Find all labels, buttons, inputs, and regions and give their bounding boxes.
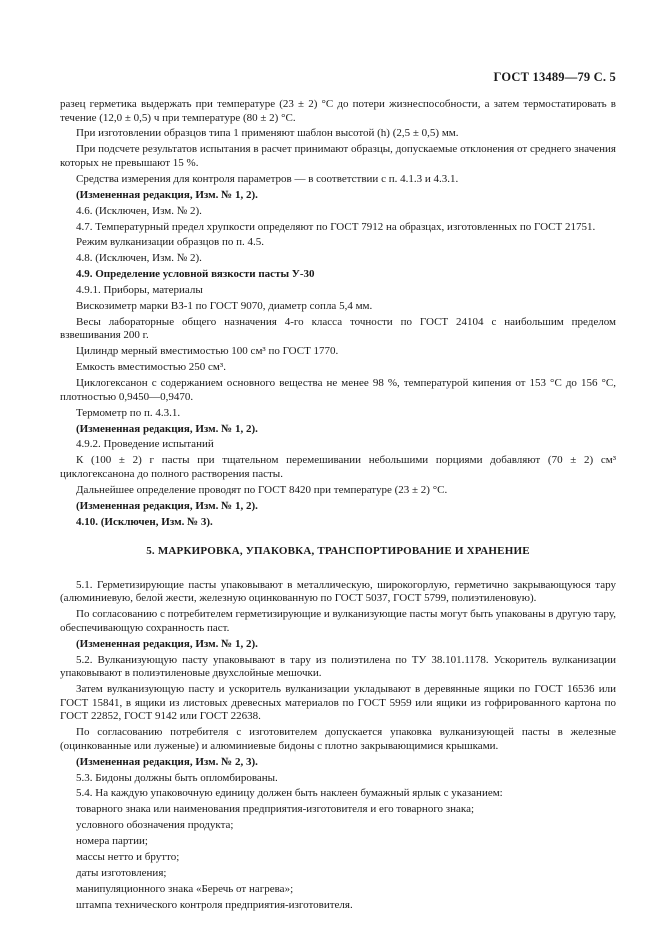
paragraph: товарного знака или наименования предприятия-изготовителя и его товарного знака; [76,803,475,816]
paragraph: 4.10. (Исключен, Изм. № 3). [76,515,213,528]
paragraph: (Измененная редакция, Изм. № 1, 2). [76,422,258,435]
paragraph: Режим вулканизации образцов по п. 4.5. [76,236,265,249]
section-heading: 5. МАРКИРОВКА, УПАКОВКА, ТРАНСПОРТИРОВАНИЕ И ХРАНЕНИЕ [146,545,530,558]
paragraph: номера партии; [76,835,148,848]
paragraph: Термометр по п. 4.3.1. [76,406,181,419]
paragraph: Весы лабораторные общего назначения 4-го класса точности по ГОСТ 24104 с наибольшим пределом взвешивания 200 г. [60,315,616,342]
paragraph: 5.1. Герметизирующие пасты упаковывают в металлическую, широкогорлую, герметично закрывающуюся тару (алюминиевую, белой жести, железную оцинкованную по ГОСТ 5037, ГОСТ 5799, полиэтиленовую). [60,578,616,605]
document-body [60,98,616,915]
paragraph: разец герметика выдержать при температуре (23 ± 2) °С до потери жизнеспособности, а затем термостатировать в течение (12,0 ± 0,5) ч при температуре (80 ± 2) °С. [60,98,616,124]
paragraph: 4.8. (Исключен, Изм. № 2). [76,252,202,265]
paragraph: 5.3. Бидоны должны быть опломбированы. [76,771,278,784]
page-header: ГОСТ 13489—79 С. 5 [493,70,616,84]
paragraph: Вискозиметр марки ВЗ-1 по ГОСТ 9070, диаметр сопла 5,4 мм. [76,299,373,312]
paragraph: массы нетто и брутто; [76,851,180,863]
paragraph: 4.9. Определение условной вязкости пасты У-30 [76,268,315,281]
paragraph: условного обозначения продукта; [76,819,234,832]
paragraph: (Измененная редакция, Изм. № 1, 2). [76,499,258,512]
paragraph: По согласованию с потребителем герметизирующие и вулканизующие пасты могут быть упакованы в другую тару, обеспечивающую сохранность паст. [60,608,616,634]
paragraph: даты изготовления; [76,866,167,879]
paragraph: 4.7. Температурный предел хрупкости определяют по ГОСТ 7912 на образцах, изготовленных по ГОСТ 21751. [76,220,596,233]
paragraph: 4.9.1. Приборы, материалы [76,284,203,297]
paragraph: (Измененная редакция, Изм. № 2, 3). [76,755,258,768]
paragraph: При подсчете результатов испытания в расчет принимают образцы, допускаемые отклонения от среднего значения которых не превышают 15 %. [60,143,616,169]
paragraph: 5.4. На каждую упаковочную единицу должен быть наклеен бумажный ярлык с указанием: [76,787,503,800]
paragraph: 5.2. Вулканизующую пасту упаковывают в тару из полиэтилена по ТУ 38.101.1178. Ускоритель вулканизации упаковывают в полиэтиленовые двухслойные мешочки. [60,653,616,680]
paragraph: (Измененная редакция, Изм. № 1, 2). [76,188,258,201]
paragraph: Затем вулканизующую пасту и ускоритель вулканизации укладывают в деревянные ящики по ГОСТ 16536 или ГОСТ 15841, в ящики из листовых древесных материалов по ГОСТ 5959 или ящики из гофрированного картона по ГОСТ 22852, ГОСТ 9142 или ГОСТ 22638. [60,683,616,723]
paragraph: 4.9.2. Проведение испытаний [76,438,214,451]
paragraph: Дальнейшее определение проводят по ГОСТ 8420 при температуре (23 ± 2) °С. [76,483,448,496]
paragraph: Циклогексанон с содержанием основного вещества не менее 98 %, температурой кипения от 153 °С до 156 °С, плотностью 0,9450—0,9470. [60,377,616,403]
paragraph: Цилиндр мерный вместимостью 100 см³ по ГОСТ 1770. [76,345,339,358]
paragraph: 4.6. (Исключен, Изм. № 2). [76,204,202,217]
paragraph: К (100 ± 2) г пасты при тщательном перемешивании небольшими порциями добавляют (70 ± 2) см³ циклогексанона до полного растворения пасты. [60,454,616,480]
paragraph: (Измененная редакция, Изм. № 1, 2). [76,637,258,650]
paragraph: Средства измерения для контроля параметров — в соответствии с п. 4.1.3 и 4.3.1. [76,172,459,185]
paragraph: штампа технического контроля предприятия-изготовителя. [76,898,353,911]
paragraph: манипуляционного знака «Беречь от нагрева»; [76,882,294,895]
paragraph: По согласованию потребителя с изготовителем допускается упаковка вулканизующей пасты в железные (оцинкованные или луженые) и алюминиевые бидоны с плотно закрывающимися крышками. [60,726,616,752]
paragraph: При изготовлении образцов типа 1 применяют шаблон высотой (h) (2,5 ± 0,5) мм. [76,127,459,140]
paragraph: Емкость вместимостью 250 см³. [76,361,226,374]
